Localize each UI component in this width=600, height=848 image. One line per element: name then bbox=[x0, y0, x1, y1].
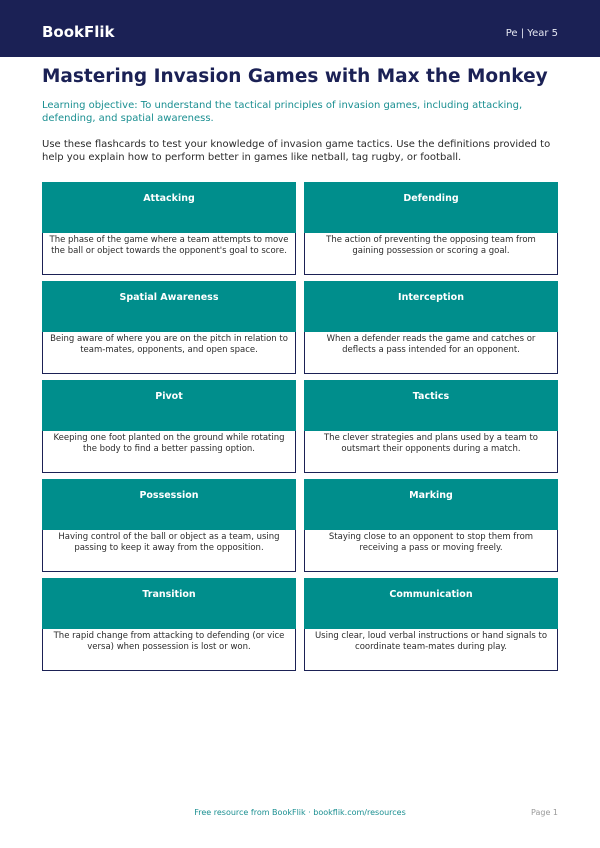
page-number: Page 1 bbox=[531, 808, 558, 817]
flashcard-definition: The clever strategies and plans used by a team to outsmart their opponents during a match. bbox=[304, 431, 558, 473]
flashcard-definition: Using clear, loud verbal instructions or hand signals to coordinate team-mates during play. bbox=[304, 629, 558, 671]
flashcard-term: Defending bbox=[304, 182, 558, 233]
flashcard-definition: The phase of the game where a team attempts to move the ball or object towards the opponent's goal to score. bbox=[42, 233, 296, 275]
flashcard-term: Possession bbox=[42, 479, 296, 530]
footer-resource-link[interactable]: Free resource from BookFlik · bookflik.com/resources bbox=[194, 808, 406, 817]
flashcard-definition: Staying close to an opponent to stop them from receiving a pass or moving freely. bbox=[304, 530, 558, 572]
flashcard-term: Spatial Awareness bbox=[42, 281, 296, 332]
flashcard-pivot bbox=[42, 380, 296, 473]
page-title: Mastering Invasion Games with Max the Monkey bbox=[42, 66, 548, 87]
flashcard-definition: Keeping one foot planted on the ground while rotating the body to find a better passing option. bbox=[42, 431, 296, 473]
subject-year-label: Pe | Year 5 bbox=[505, 28, 558, 39]
flashcard-definition: When a defender reads the game and catches or deflects a pass intended for an opponent. bbox=[304, 332, 558, 374]
flashcard-spatial-awareness bbox=[42, 281, 296, 374]
flashcard-term: Attacking bbox=[42, 182, 296, 233]
flashcard-interception bbox=[304, 281, 558, 374]
flashcard-grid bbox=[42, 182, 558, 671]
learning-objective: Learning objective: To understand the tactical principles of invasion games, including attacking, defending, and spatial awareness. bbox=[42, 100, 523, 124]
flashcard-term: Transition bbox=[42, 578, 296, 629]
flashcard-marking bbox=[304, 479, 558, 572]
flashcard-definition: The rapid change from attacking to defending (or vice versa) when possession is lost or won. bbox=[42, 629, 296, 671]
top-header bbox=[0, 0, 600, 57]
flashcard-term: Interception bbox=[304, 281, 558, 332]
flashcard-term: Marking bbox=[304, 479, 558, 530]
flashcard-term: Communication bbox=[304, 578, 558, 629]
flashcard-definition: Being aware of where you are on the pitch in relation to team-mates, opponents, and open space. bbox=[42, 332, 296, 374]
brand-logo[interactable]: BookFlik bbox=[42, 23, 115, 41]
flashcard-definition: The action of preventing the opposing team from gaining possession or scoring a goal. bbox=[304, 233, 558, 275]
flashcard-transition bbox=[42, 578, 296, 671]
flashcard-possession bbox=[42, 479, 296, 572]
flashcard-communication bbox=[304, 578, 558, 671]
intro-text: Use these flashcards to test your knowledge of invasion game tactics. Use the definitions provided to help you explain how to perform better in games like netball, tag rugby, or football. bbox=[42, 139, 551, 163]
flashcard-term: Pivot bbox=[42, 380, 296, 431]
flashcard-term: Tactics bbox=[304, 380, 558, 431]
flashcard-tactics bbox=[304, 380, 558, 473]
flashcard-defending bbox=[304, 182, 558, 275]
flashcard-attacking bbox=[42, 182, 296, 275]
flashcard-definition: Having control of the ball or object as a team, using passing to keep it away from the opposition. bbox=[42, 530, 296, 572]
